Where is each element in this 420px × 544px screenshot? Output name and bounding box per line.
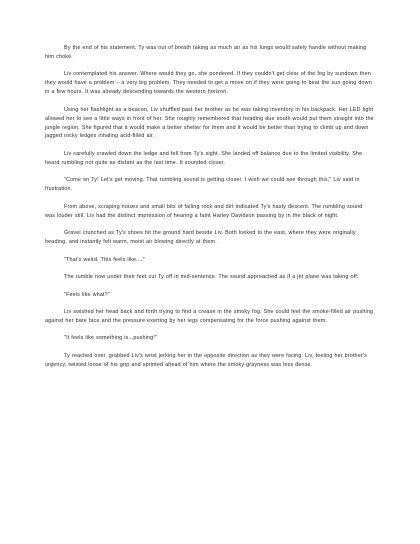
paragraph-10: "Feels like what?" (64, 291, 110, 298)
paragraph-5: "Come on Ty! Let's get moving. That rumbling sound is getting closer. I wish we could see through this," Liv said in frustration. (45, 177, 360, 193)
paragraph-4: Liv carefully crawled down the ledge and fell from Ty's sight. She landed off balance due to the limited visibility. She heard rumbling not quite as distant as the last time. It sounded closer. (45, 150, 363, 166)
paragraph-3: Using her flashlight as a beacon, Liv shuffled past her brother as he was taking inventory in his backpack. Her LED light allowed her to see a little ways in front of her. She roughly remembered that heading due south would put them straight into the jungle region. She figured that it would make a better shelter for them and it would be better than trying to climb up and down jagged rocky ledges inhaling acid-filled air. (45, 106, 374, 140)
paragraph-8: "That's weird. This feels like...." (64, 256, 145, 263)
paragraph-2: Liv contemplated his answer. Where would they go, she pondered. If they couldn't get clear of the fog by sundown then they would have a problem – a very big problem. They needed to get a move on if they were going to beat the sun going down in a few hours. It was already descending towards the western horizon. (45, 71, 372, 96)
paragraph-6: From above, scraping noises and small bits of falling rock and dirt indicated Ty's hasty descent. The rumbling sound was louder still. Liv had the distinct impression of hearing a faint Harley Davidson passing by in the black of night. (45, 203, 363, 219)
paragraph-9: The rumble now under their feet cut Ty off in mid-sentence. The sound approached as if a jet plane was taking off. (64, 274, 359, 281)
paragraph-12: "It feels like something is...pushing!" (64, 335, 157, 342)
paragraph-13: Ty reached over, grabbed Liv's wrist jerking her in the opposite direction as they were facing. Liv, feeling her brother's urgency, twisted loose of his grip and sprinted ahead of him where the smoky grayness was less dense. (45, 352, 367, 368)
paragraph-7: Gravel crunched as Ty's shoes hit the ground hard beside Liv. Both looked to the east, where they were originally heading, and instantly felt warm, moist air blowing directly at them. (45, 230, 356, 246)
paragraph-1: By the end of his statement, Ty was out of breath taking as much air as his lungs would safely handle without making him choke. (45, 45, 367, 60)
paragraph-11: Liv swished her head back and forth trying to find a crease in the smoky fog. She could feel the smoke-filled air pushing against her bare face and the pressure exerting by her legs compensating for the force pushing against them. (45, 309, 374, 324)
